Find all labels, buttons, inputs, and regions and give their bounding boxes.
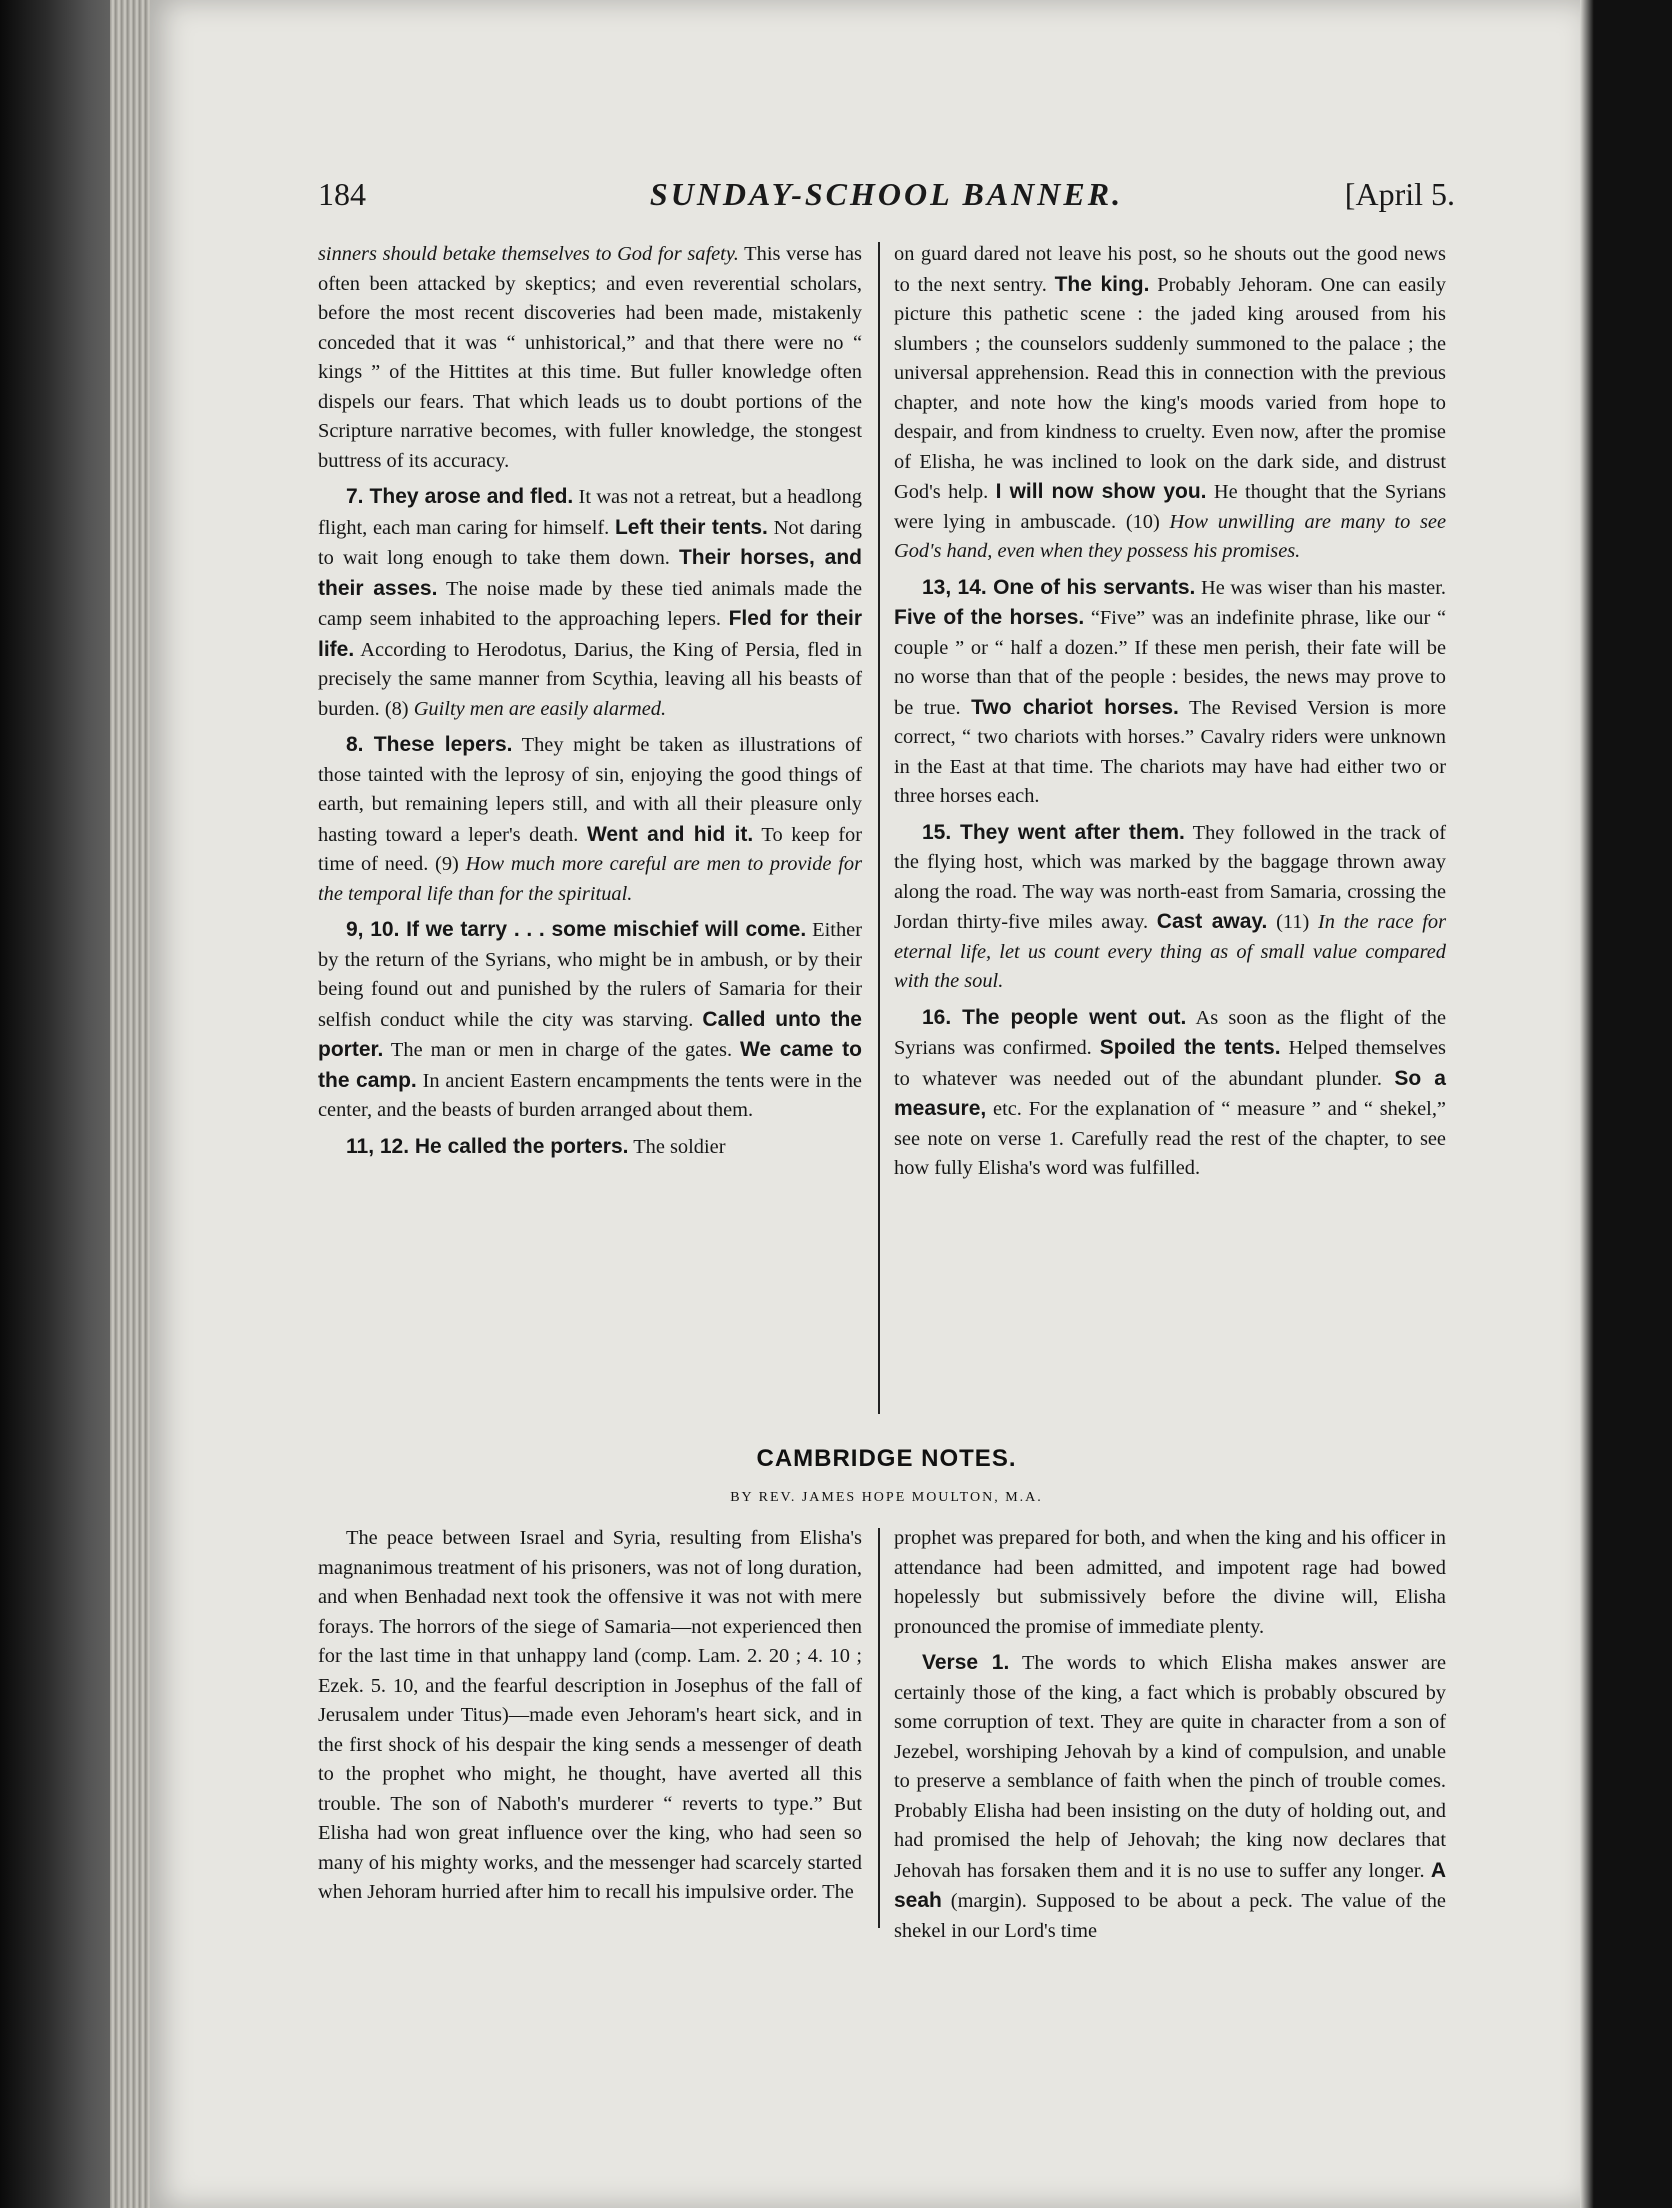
note-heading: Cast away. — [1156, 910, 1268, 933]
text-run: prophet was prepared for both, and when the king and his officer in attendance had been admitted, and impotent rage had bowed hopelessly but submissively before the divine will, Elisha pronounced the promise of immediate plenty. — [894, 1527, 1446, 1638]
text-run: Either by the return of the Syrians, who might be in ambush, or by their being found out and punished by the rulers of Samaria for their selfish conduct while the city was starving. — [318, 919, 863, 1031]
note-heading: 16. The people went out. — [922, 1005, 1187, 1029]
column-4 — [894, 1524, 1446, 1946]
paragraph — [318, 1132, 862, 1163]
note-heading: Spoiled the tents. — [1099, 1036, 1281, 1059]
note-heading: 9, 10. If we tarry . . . some mischief will come. — [346, 918, 807, 941]
note-heading: Left their tents. — [614, 515, 768, 539]
italic-text: How much more careful are men to provide for the temporal life than for the spiritual. — [318, 853, 863, 905]
column-3 — [318, 1524, 862, 1908]
note-heading: 7. They arose and fled. — [346, 485, 574, 508]
text-run: They followed in the track of the flying host, which was marked by the baggage thrown away along the road. The way was north-east from Samaria, crossing the Jordan thirty-five miles away. — [894, 821, 1447, 933]
note-heading: So a measure, — [894, 1066, 1446, 1120]
page-date: [April 5. — [1344, 176, 1455, 212]
note-heading: The king. — [1054, 272, 1150, 296]
italic-text: Guilty men are easily alarmed. — [413, 697, 667, 720]
paragraph — [318, 1524, 862, 1908]
text-run: “Five” was an indefinite phrase, like our “ couple ” or “ half a dozen.” If these men perish, their fate will be no worse than that of the people : besides, the news may prove to be true. — [894, 607, 1446, 719]
note-heading: Went and hid it. — [586, 822, 754, 846]
note-heading: I will now show you. — [995, 480, 1207, 503]
italic-text: How unwilling are many to see God's hand, even when they possess his promises. — [894, 510, 1446, 562]
section-byline: BY REV. JAMES HOPE MOULTON, M.A. — [730, 1490, 1043, 1505]
paragraph — [894, 1648, 1446, 1946]
note-heading: Called unto the porter. — [318, 1007, 862, 1061]
column-1 — [318, 240, 862, 1162]
note-heading: Verse 1. — [922, 1651, 1010, 1674]
text-run: This verse has often been attacked by skeptics; and even reverential scholars, before the most recent discoveries had been made, mistakenly conceded that it was “ unhistorical,” and that there were no “ kings ” of the Hittites at this time. But fuller knowledge often dispels our fears. That which leads us to doubt portions of the Scripture narrative becomes, with fuller knowledge, the stongest buttress of its accuracy. — [318, 243, 862, 472]
note-heading: Fled for their life. — [318, 607, 862, 661]
text-run: etc. For the explanation of “ measure ” and “ shekel,” see note on verse 1. Carefully read the rest of the chapter, to see how fully Elisha's word was fulfilled. — [894, 1098, 1446, 1179]
text-run: The man or men in charge of the gates. — [383, 1039, 740, 1061]
text-run: The Revised Version is more correct, “ two chariots with horses.” Cavalry riders were unknown in the East at that time. The chariots may have had either two or three horses each. — [894, 696, 1446, 807]
italic-text: sinners should betake themselves to God for safety. — [318, 243, 739, 265]
paragraph — [894, 1003, 1446, 1184]
italic-text: In the race for eternal life, let us count every thing as of small value compared with the soul. — [894, 911, 1447, 992]
note-heading: 13, 14. One of his servants. — [922, 575, 1196, 599]
note-heading: 15. They went after them. — [922, 820, 1185, 844]
right-page-edge — [1580, 0, 1672, 2208]
text-run: It was not a retreat, but a headlong flight, each man caring for himself. — [318, 486, 862, 539]
text-run: The noise made by these tied animals made the camp seem inhabited to the approaching lepers. — [318, 577, 862, 630]
note-heading: Their horses, and their asses. — [318, 546, 862, 600]
column-2 — [894, 240, 1446, 1184]
text-run: The peace between Israel and Syria, resulting from Elisha's magnanimous treatment of his prisoners, was not of long duration, and when Benhadad next took the offensive it was not with mere forays. The horrors of the siege of Samaria—not experienced then for the last time in that unhappy land (comp. Lam. 2. 20 ; 4. 10 ; Ezek. 5. 10, and the fearful description in Josephus of the fall of Jerusalem under Titus)—made even Jehoram's heart sick, and in the first shock of his despair the king sends a messenger of death to the prophet who might, he thought, have averted all this trouble. The son of Naboth's murderer “ reverts to type.” But Elisha had won great influence over the king, who had seen so many of his mighty works, and the messenger had scarcely started when Jehoram hurried after him to recall his impulsive order. The — [318, 1527, 862, 1903]
text-run: (11) — [1267, 911, 1318, 933]
note-heading: Two chariot horses. — [971, 695, 1179, 719]
page-number: 184 — [318, 176, 366, 212]
text-run: Helped themselves to whatever was needed out of the abundant plunder. — [894, 1037, 1446, 1090]
text-run: To keep for time of need. (9) — [318, 823, 863, 875]
paragraph — [894, 573, 1446, 812]
page-header — [318, 176, 1455, 222]
text-run: As soon as the flight of the Syrians was confirmed. — [894, 1006, 1447, 1059]
text-run: The words to which Elisha makes answer are certainly those of the king, a fact which is probably obscured by some corruption of text. They are quite in character from a son of Jezebel, worshiping Jehovah by a kind of compulsion, and unable to preserve a semblance of faith when the pinch of trouble comes. Probably Elisha had been insisting on the duty of holding out, and had promised the help of Jehovah; the king now declares that Jehovah has forsaken them and it is no use to suffer any longer. — [894, 1652, 1447, 1882]
note-heading: 8. These lepers. — [346, 733, 513, 756]
paragraph — [318, 240, 862, 476]
paragraph — [318, 730, 862, 909]
text-run: They might be taken as illustrations of those tainted with the leprosy of sin, enjoying the good things of earth, but remaining lepers still, and with all their pleasure only hasting toward a leper's death. — [318, 734, 862, 846]
text-run: on guard dared not leave his post, so he shouts out the good news to the next sentry. — [894, 243, 1446, 296]
column-rule-bottom — [878, 1528, 880, 1928]
paragraph — [894, 240, 1446, 567]
text-run: The soldier — [628, 1135, 726, 1158]
paragraph — [894, 1524, 1446, 1642]
text-run: Not daring to wait long enough to take them down. — [318, 516, 862, 569]
text-run: Probably Jehoram. One can easily picture this pathetic scene : the jaded king aroused from his slumbers ; the counselors suddenly summoned to the palace ; the universal apprehension. Read this in connection with the previous chapter, and note how the king's moods varied from hope to despair, and from kindness to cruelty. Even now, after the promise of Elisha, he was inclined to look on the dark side, and distrust God's help. — [894, 273, 1446, 503]
paragraph — [318, 915, 862, 1126]
paragraph — [894, 818, 1446, 997]
paragraph — [318, 482, 862, 724]
note-heading: Five of the horses. — [894, 606, 1085, 629]
text-run: He was wiser than his master. — [1195, 576, 1446, 599]
running-title: SUNDAY-SCHOOL BANNER. — [649, 176, 1124, 212]
text-run: (margin). Supposed to be about a peck. The value of the shekel in our Lord's time — [894, 1890, 1446, 1942]
text-run: He thought that the Syrians were lying in ambuscade. (10) — [894, 481, 1447, 533]
note-heading: We came to the camp. — [318, 1038, 862, 1092]
text-run: In ancient Eastern encampments the tents were in the center, and the beasts of burden arranged about them. — [318, 1069, 862, 1121]
note-heading: 11, 12. He called the porters. — [346, 1134, 629, 1158]
note-heading: A seah — [894, 1858, 1446, 1912]
section-title: CAMBRIDGE NOTES. — [756, 1445, 1017, 1472]
column-rule-top — [878, 242, 880, 1414]
text-run: According to Herodotus, Darius, the King of Persia, fled in precisely the same manner from Scythia, leaving all his beasts of burden. (8) — [318, 638, 862, 720]
